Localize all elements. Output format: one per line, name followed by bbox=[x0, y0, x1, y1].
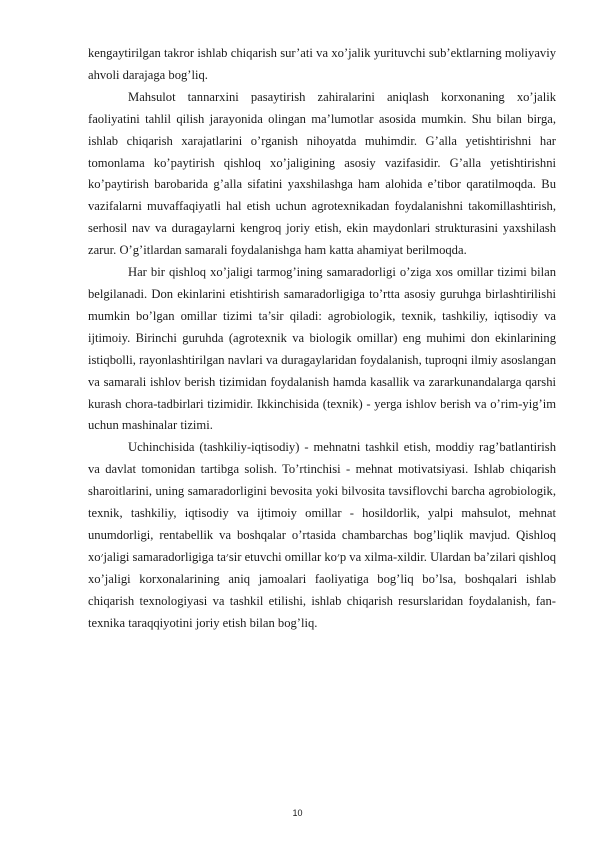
paragraph-factor-groups: Har bir qishloq xo’jaligi tarmog’ining samaradorligi o’ziga xos omillar tizimi bilan belgilanadi. Don ekinlarini etishtirish samaradorligiga to’rtta asosiy guruhga birlashtirilishi mumkin bo’lgan omillar tizimi ta’sir qiladi: agrobiologik, texnik, tashkiliy, iqtisodiy va ijtimoiy. Birinchi guruhda (agrotexnik va biologik omillar) eng muhimi don ekinlarining istiqbolli, rayonlashtirilgan navlari va duragaylaridan foydalanish, tuproqni ilmiy asoslangan va samarali ishlov berish tizimidan foydalanish hamda kasallik va zararkunandalarga qarshi kurash chora-tadbirlari tizimidir. Ikkinchisida (texnik) - yerga ishlov berish va o’rim-yig’im uchun mashinalar tizimi. bbox=[88, 265, 556, 433]
paragraph-cost-reduction: Mahsulot tannarxini pasaytirish zahiralarini aniqlash korxonaning xo’jalik faoliyatini tahlil qilish jarayonida olingan ma’lumotlar asosida mumkin. Shu bilan birga, ishlab chiqarish xarajatlarini o’rganish nihoyatda muhimdir. G’alla yetishtirishni har tomonlama ko’paytirish qishloq xo’jaligining asosiy vazifasidir. G’alla yetishtirishni ko’paytirish barobarida g’alla sifatini yaxshilashga ham alohida e’tibor qaratilmoqda. Bu vazifalarni muvaffaqiyatli hal etish uchun agrotexnikadan foydalanishni takomillashtirish, serhosil nav va duragaylarni kengroq joriy etish, ekin maydonlari strukturasini yaxshilash zarur. O’g’itlardan samarali foydalanishga ham katta ahamiyat berilmoqda. bbox=[88, 89, 556, 258]
paragraph-continuation: kengaytirilgan takror ishlab chiqarish sur’ati va xo’jalik yurituvchi sub’ektlarning moliyaviy ahvoli darajaga bog’liq. bbox=[88, 46, 556, 82]
paragraph-organizational-factors: Uchinchisida (tashkiliy-iqtisodiy) - mehnatni tashkil etish, moddiy rag’batlantirish va davlat tomonidan tartibga solish. To’rtinchisi - mehnat motivatsiyasi. Ishlab chiqarish sharoitlarini, uning samaradorligini bevosita yoki bilvosita tavsiflovchi barcha agrobiologik, texnik, tashkiliy, iqtisodiy va ijtimoiy omillar - hosildorlik, yalpi mahsulot, mehnat unumdorligi, rentabellik va boshqalar o’rtasida chambarchas bog’liqlik mavjud. Qishloq xo׳jaligi samaradorligiga ta׳sir etuvchi omillar ko׳p va xilma-xildir. Ulardan ba’zilari qishloq xo’jaligi korxonalarining aniq jamoalari faoliyatiga bog’liq bo’lsa, boshqalari ishlab chiqarish texnologiyasi va tashkil etilishi, ishlab chiqarish resurslaridan foydalanish, fan-texnika taraqqiyotini joriy etish bilan bog’liq. bbox=[88, 440, 557, 630]
body-text bbox=[88, 43, 556, 634]
page-number: 10 bbox=[292, 808, 303, 818]
